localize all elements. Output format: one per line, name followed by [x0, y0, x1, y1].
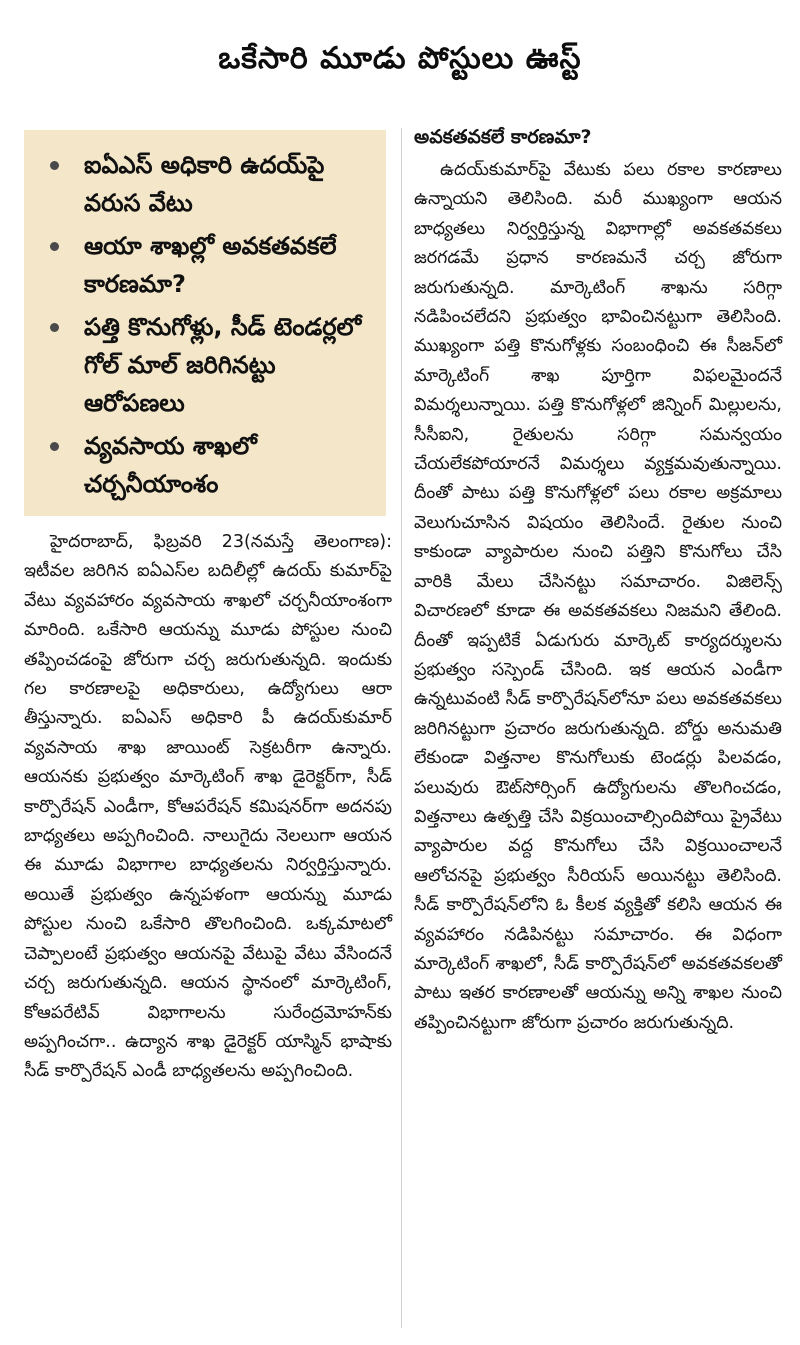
bullet-icon [50, 161, 59, 170]
highlight-item [46, 427, 376, 504]
headline: ఒకేసారి మూడు పోస్టులు ఊస్ట్ [218, 41, 582, 76]
highlight-text: ఆయా శాఖల్లో అవకతవకలే కారణమా? [84, 231, 337, 299]
right-column [414, 122, 782, 1038]
bullet-icon [50, 242, 59, 251]
highlight-item [46, 308, 376, 423]
highlight-text: ఐఏఎస్ అధికారి ఉదయ్‌పై వరుస వేటు [84, 151, 325, 218]
article-body-right: ఉదయ్‌కుమార్‌పై వేటుకు పలు రకాల కారణాలు ఉన్నాయని తెలిసింది. మరీ ముఖ్యంగా ఆయన బాధ్యతలు నిర్వర్తిస్తున్న విభాగాల్లో అవకతవకలు జరగడమే ప్రధాన కారణమనే చర్చ జోరుగా జరుగుతున్నది. మార్కెటింగ్ శాఖను సరిగ్గా నడిపించలేదని ప్రభుత్వం భావించినట్టుగా తెలిసింది. ముఖ్యంగా పత్తి కొనుగోళ్లకు సంబంధించి ఈ సీజన్‌లో మార్కెటింగ్ శాఖ పూర్తిగా విఫలమైందనే విమర్శలున్నాయి. పత్తి కొనుగోళ్లలో జిన్నింగ్ మిల్లులను, సీసీఐని, రైతులను సరిగ్గా సమన్వయం చేయలేకపోయారనే విమర్శలు వ్యక్తమవుతున్నాయి. దీంతో పాటు పత్తి కొనుగోళ్లలో పలు రకాల అక్రమాలు వెలుగుచూసిన విషయం తెలిసిందే. రైతుల నుంచి కాకుండా వ్యాపారుల నుంచి పత్తిని కొనుగోలు చేసి వారికి మేలు చేసినట్టు సమాచారం. విజిలెన్స్ విచారణలో కూడా ఈ అవకతవకలు నిజమని తేలింది. దీంతో ఇప్పటికే ఏడుగురు మార్కెట్ కార్యదర్శులను ప్రభుత్వం సస్పెండ్ చేసింది. ఇక ఆయన ఎండీగా ఉన్నటువంటి సీడ్ కార్పొరేషన్‌లోనూ పలు అవకతవకలు జరిగినట్టుగా ప్రచారం జరుగుతున్నది. బోర్డు అనుమతి లేకుండా విత్తనాల కొనుగోలుకు టెండర్లు పిలవడం, పలువురు ఔట్‌సోర్సింగ్ ఉద్యోగులను తొలగించడం, విత్తనాలు ఉత్పత్తి చేసి విక్రయించాల్సిందిపోయి ప్రైవేటు వ్యాపారుల వద్ద కొనుగోలు చేసి విక్రయించాలనే ఆలోచనపై ప్రభుత్వం సీరియస్ అయినట్టు తెలిసింది. సీడ్ కార్పొరేషన్‌లోని ఓ కీలక వ్యక్తితో కలిసి ఆయన ఈ వ్యవహారం నడిపినట్టు సమాచారం. ఈ విధంగా మార్కెటింగ్ శాఖలో, సీడ్ కార్పొరేషన్‌లో అవకతవకలతో పాటు ఇతర కారణాలతో ఆయన్ను అన్ని శాఖల నుంచి తప్పించినట్టుగా జోరుగా ప్రచారం జరుగుతున్నది. [414, 160, 782, 1033]
column-divider [401, 128, 402, 1328]
highlights-box [24, 130, 386, 516]
left-column [24, 528, 392, 1087]
subheading: అవకతవకలే కారణమా? [414, 126, 592, 148]
highlight-item [46, 227, 376, 304]
highlight-text: పత్తి కొనుగోళ్లు, సీడ్ టెండర్లలో గోల్ మాల్ జరిగినట్టు ఆరోపణలు [84, 312, 362, 418]
highlights-list [46, 146, 376, 504]
article-body-left: హైదరాబాద్, ఫిబ్రవరి 23(నమస్తే తెలంగాణ): ఇటీవల జరిగిన ఐఏఎస్‌ల బదిలీల్లో ఉదయ్ కుమార్‌పై వేటు వ్యవహారం వ్యవసాయ శాఖలో చర్చనీయాంశంగా మారింది. ఒకేసారి ఆయన్ను మూడు పోస్టుల నుంచి తప్పించడంపై జోరుగా చర్చ జరుగుతున్నది. ఇందుకు గల కారణాలపై అధికారులు, ఉద్యోగులు ఆరా తీస్తున్నారు. ఐఏఎస్ అధికారి పీ ఉదయ్‌కుమార్ వ్యవసాయ శాఖ జాయింట్ సెక్రటరీగా ఉన్నారు. ఆయనకు ప్రభుత్వం మార్కెటింగ్ శాఖ డైరెక్టర్‌గా, సీడ్ కార్పొరేషన్ ఎండీగా, కోఆపరేషన్ కమిషనర్‌గా అదనపు బాధ్యతలు అప్పగించింది. నాలుగైదు నెలలుగా ఆయన ఈ మూడు విభాగాల బాధ్యతలను నిర్వర్తిస్తున్నారు. అయితే ప్రభుత్వం ఉన్నపళంగా ఆయన్ను మూడు పోస్టుల నుంచి ఒకేసారి తొలగించింది. ఒక్కమాటలో చెప్పాలంటే ప్రభుత్వం ఆయనపై వేటుపై వేటు వేసిందనే చర్చ జరుగుతున్నది. ఆయన స్థానంలో మార్కెటింగ్, కోఆపరేటివ్ విభాగాలను సురేంద్రమోహన్‌కు అప్పగించగా.. ఉద్యాన శాఖ డైరెక్టర్ యాస్మిన్ భాషాకు సీడ్ కార్పొరేషన్ ఎండీ బాధ్యతలను అప్పగించింది. [24, 532, 392, 1082]
bullet-icon [50, 442, 59, 451]
highlight-text: వ్యవసాయ శాఖలో చర్చనీయాంశం [84, 431, 257, 499]
highlight-item [46, 146, 376, 223]
bullet-icon [50, 323, 59, 332]
